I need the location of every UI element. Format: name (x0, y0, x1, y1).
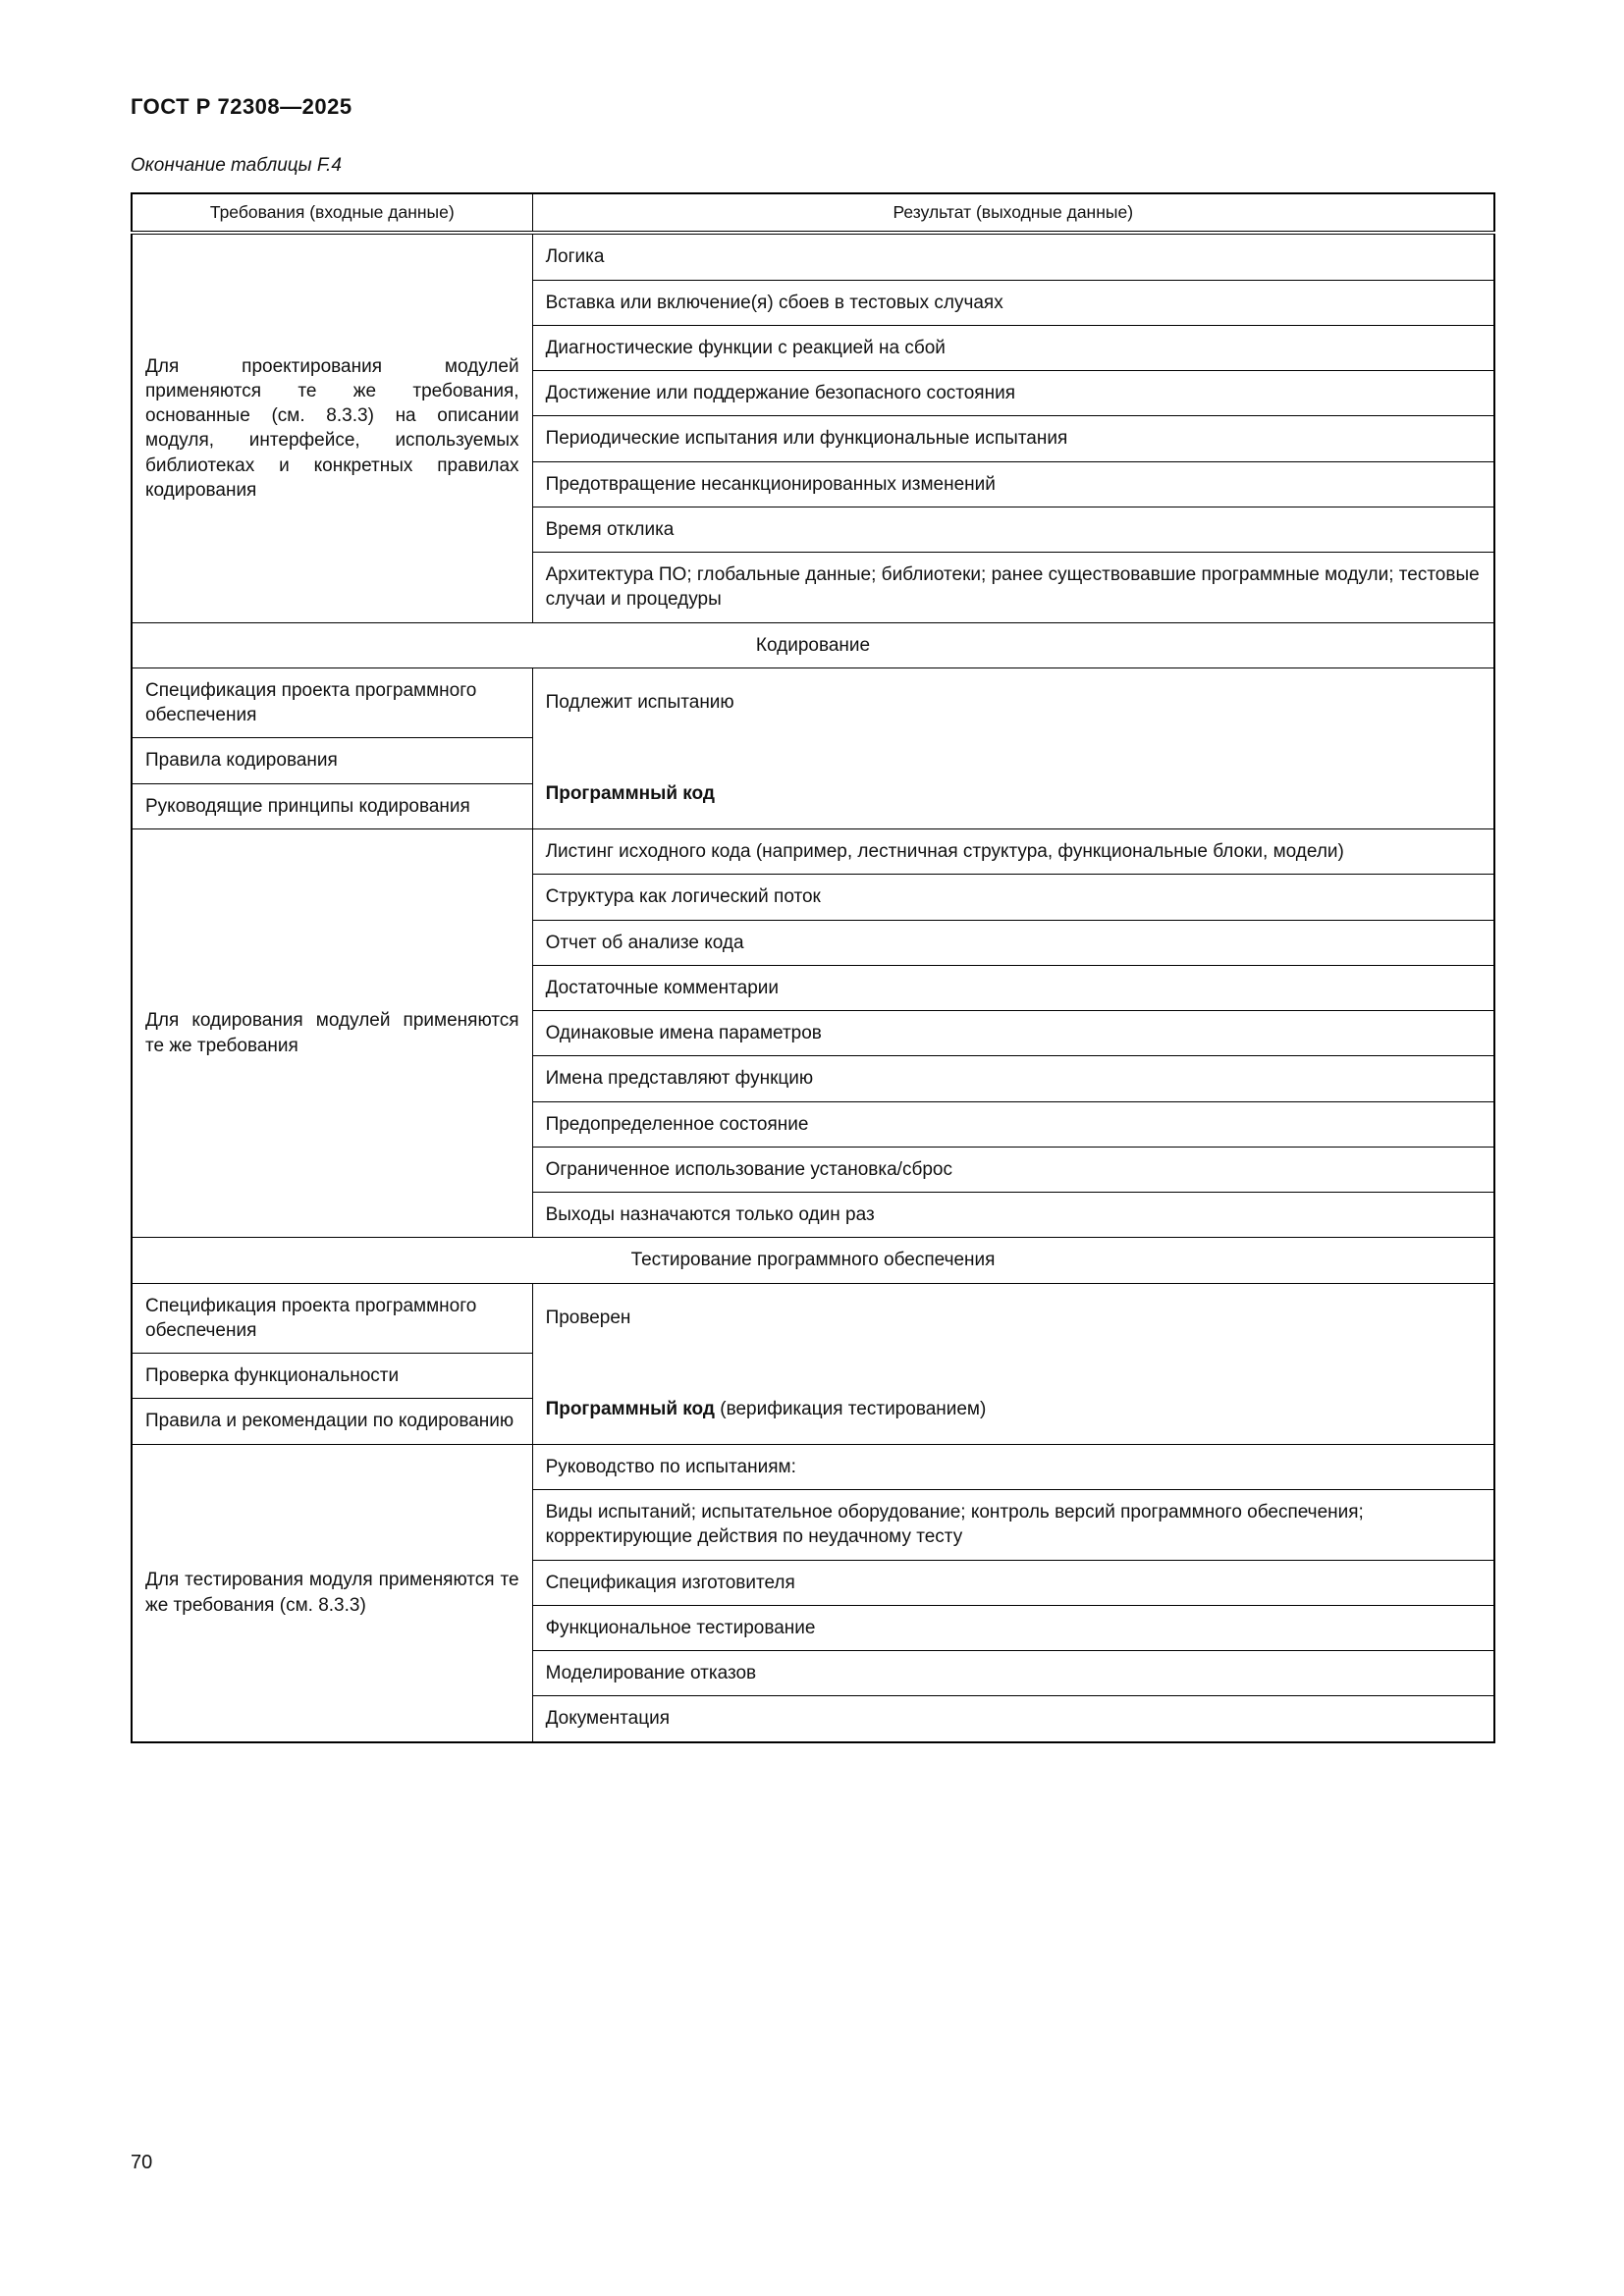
table-row (132, 1283, 1494, 1354)
result-cell: Ограниченное использование установка/сброс (532, 1147, 1494, 1192)
section-title-testing: Тестирование программного обеспечения (132, 1238, 1494, 1283)
input-cell: Проверка функциональности (132, 1354, 532, 1399)
result-cell: Функциональное тестирование (532, 1605, 1494, 1650)
table-row (132, 233, 1494, 280)
coding-result-content (546, 690, 1481, 806)
coding-requirement-cell: Для кодирования модулей применяются те же требования (132, 828, 532, 1237)
testing-result-bottom-bold: Программный код (545, 1398, 715, 1419)
result-cell: Время отклика (532, 507, 1494, 552)
result-cell: Архитектура ПО; глобальные данные; библиотеки; ранее существовавшие программные модули; тестовые случаи и процедуры (532, 553, 1494, 623)
testing-result-top: Проверен (545, 1308, 631, 1329)
col-header-results: Результат (выходные данные) (532, 193, 1494, 233)
input-cell: Руководящие принципы кодирования (132, 783, 532, 828)
result-cell: Листинг исходного кода (например, лестничная структура, функциональные блоки, модели) (532, 828, 1494, 874)
table-row (132, 1444, 1494, 1489)
result-cell: Структура как логический поток (532, 875, 1494, 920)
testing-result-bottom (546, 1397, 1481, 1421)
result-cell: Достижение или поддержание безопасного состояния (532, 371, 1494, 416)
result-cell: Отчет об анализе кода (532, 920, 1494, 965)
table-container (131, 192, 1495, 1743)
coding-result-top: Подлежит испытанию (545, 692, 734, 714)
result-cell: Вставка или включение(я) сбоев в тестовых случаях (532, 280, 1494, 325)
input-cell: Правила кодирования (132, 738, 532, 783)
section-row-coding (132, 622, 1494, 667)
result-cell: Предотвращение несанкционированных изменений (532, 461, 1494, 507)
table-caption: Окончание таблицы F.4 (131, 155, 342, 176)
design-requirement-cell: Для проектирования модулей применяются те же требования, основанные (см. 8.3.3) на описании модуля, интерфейсе, используемых библиотеках и конкретных правилах кодирования (132, 233, 532, 622)
result-cell: Достаточные комментарии (532, 965, 1494, 1010)
input-cell: Спецификация проекта программного обеспечения (132, 667, 532, 738)
coding-result-cell (532, 667, 1494, 828)
result-cell: Моделирование отказов (532, 1651, 1494, 1696)
section-row-testing (132, 1238, 1494, 1283)
table-row (132, 667, 1494, 738)
result-cell: Одинаковые имена параметров (532, 1011, 1494, 1056)
input-cell: Правила и рекомендации по кодированию (132, 1399, 532, 1444)
document-number: ГОСТ Р 72308—2025 (131, 94, 352, 119)
result-cell: Выходы назначаются только один раз (532, 1193, 1494, 1238)
input-cell: Спецификация проекта программного обеспечения (132, 1283, 532, 1354)
result-cell: Руководство по испытаниям: (532, 1444, 1494, 1489)
testing-result-content (546, 1306, 1481, 1421)
result-cell: Имена представляют функцию (532, 1056, 1494, 1101)
table-row (132, 828, 1494, 874)
result-cell: Виды испытаний; испытательное оборудование; контроль версий программного обеспечения; корректирующие действия по неудачному тесту (532, 1489, 1494, 1560)
result-cell: Диагностические функции с реакцией на сбой (532, 325, 1494, 370)
testing-result-bottom-rest: (верификация тестированием) (714, 1398, 987, 1419)
table-header-row (132, 193, 1494, 233)
section-title-coding: Кодирование (132, 622, 1494, 667)
testing-requirement-cell: Для тестирования модуля применяются те же требования (см. 8.3.3) (132, 1444, 532, 1741)
col-header-requirements: Требования (входные данные) (132, 193, 532, 233)
result-cell: Предопределенное состояние (532, 1101, 1494, 1147)
result-cell: Документация (532, 1696, 1494, 1742)
result-cell: Периодические испытания или функциональные испытания (532, 416, 1494, 461)
result-cell: Логика (532, 233, 1494, 280)
coding-result-bottom: Программный код (545, 783, 715, 805)
testing-result-cell (532, 1283, 1494, 1444)
table-f4 (131, 192, 1495, 1743)
page-number: 70 (131, 2152, 153, 2173)
result-cell: Спецификация изготовителя (532, 1560, 1494, 1605)
